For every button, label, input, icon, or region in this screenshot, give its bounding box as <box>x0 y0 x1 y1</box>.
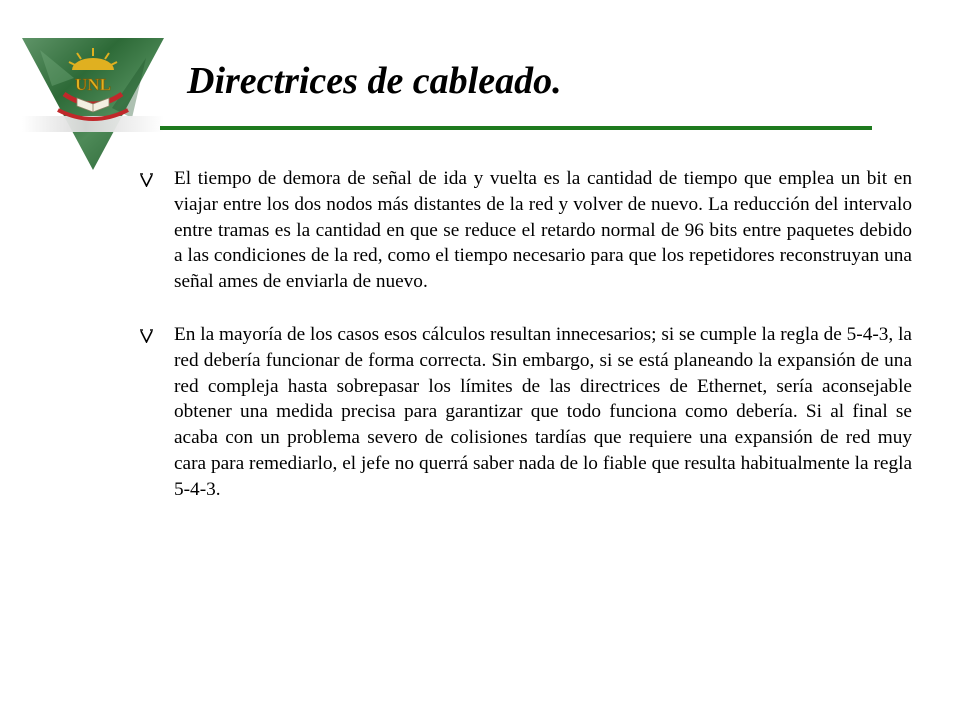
bullet-item <box>140 166 912 295</box>
crest-letters: UNL <box>75 75 111 94</box>
title-underline <box>160 126 872 130</box>
checkmark-icon <box>140 329 153 343</box>
university-crest-logo <box>22 38 164 170</box>
slide-title: Directrices de cableado. <box>187 60 562 102</box>
bullet-item <box>140 322 912 503</box>
bullet-list <box>140 166 912 530</box>
checkmark-icon <box>140 173 153 187</box>
bullet-text: El tiempo de demora de señal de ida y vuelta es la cantidad de tiempo que emplea un bit en viajar entre los dos nodos más distantes de la red y volver de nuevo. La reducción del intervalo entre tramas es la cantidad en que se reduce el retardo normal de 96 bits entre paquetes debido a las condiciones de la red, como el tiempo necesario para que los repetidores reconstruyan una señal ames de enviarla de nuevo. <box>174 168 912 293</box>
bullet-text: En la mayoría de los casos esos cálculos resultan innecesarios; si se cumple la regla de 5-4-3, la red debería funcionar de forma correcta. Sin embargo, si se está planeando la expansión de una red compleja hasta sobrepasar los límites de las directrices de Ethernet, sería aconsejable obtener una medida precisa para garantizar que todo funciona como debería. Si al final se acaba con un problema severo de colisiones tardías que requiere una expansión de red muy cara para remediarlo, el jefe no querrá saber nada de lo fiable que resulta habitualmente la regla 5-4-3. <box>174 323 912 500</box>
